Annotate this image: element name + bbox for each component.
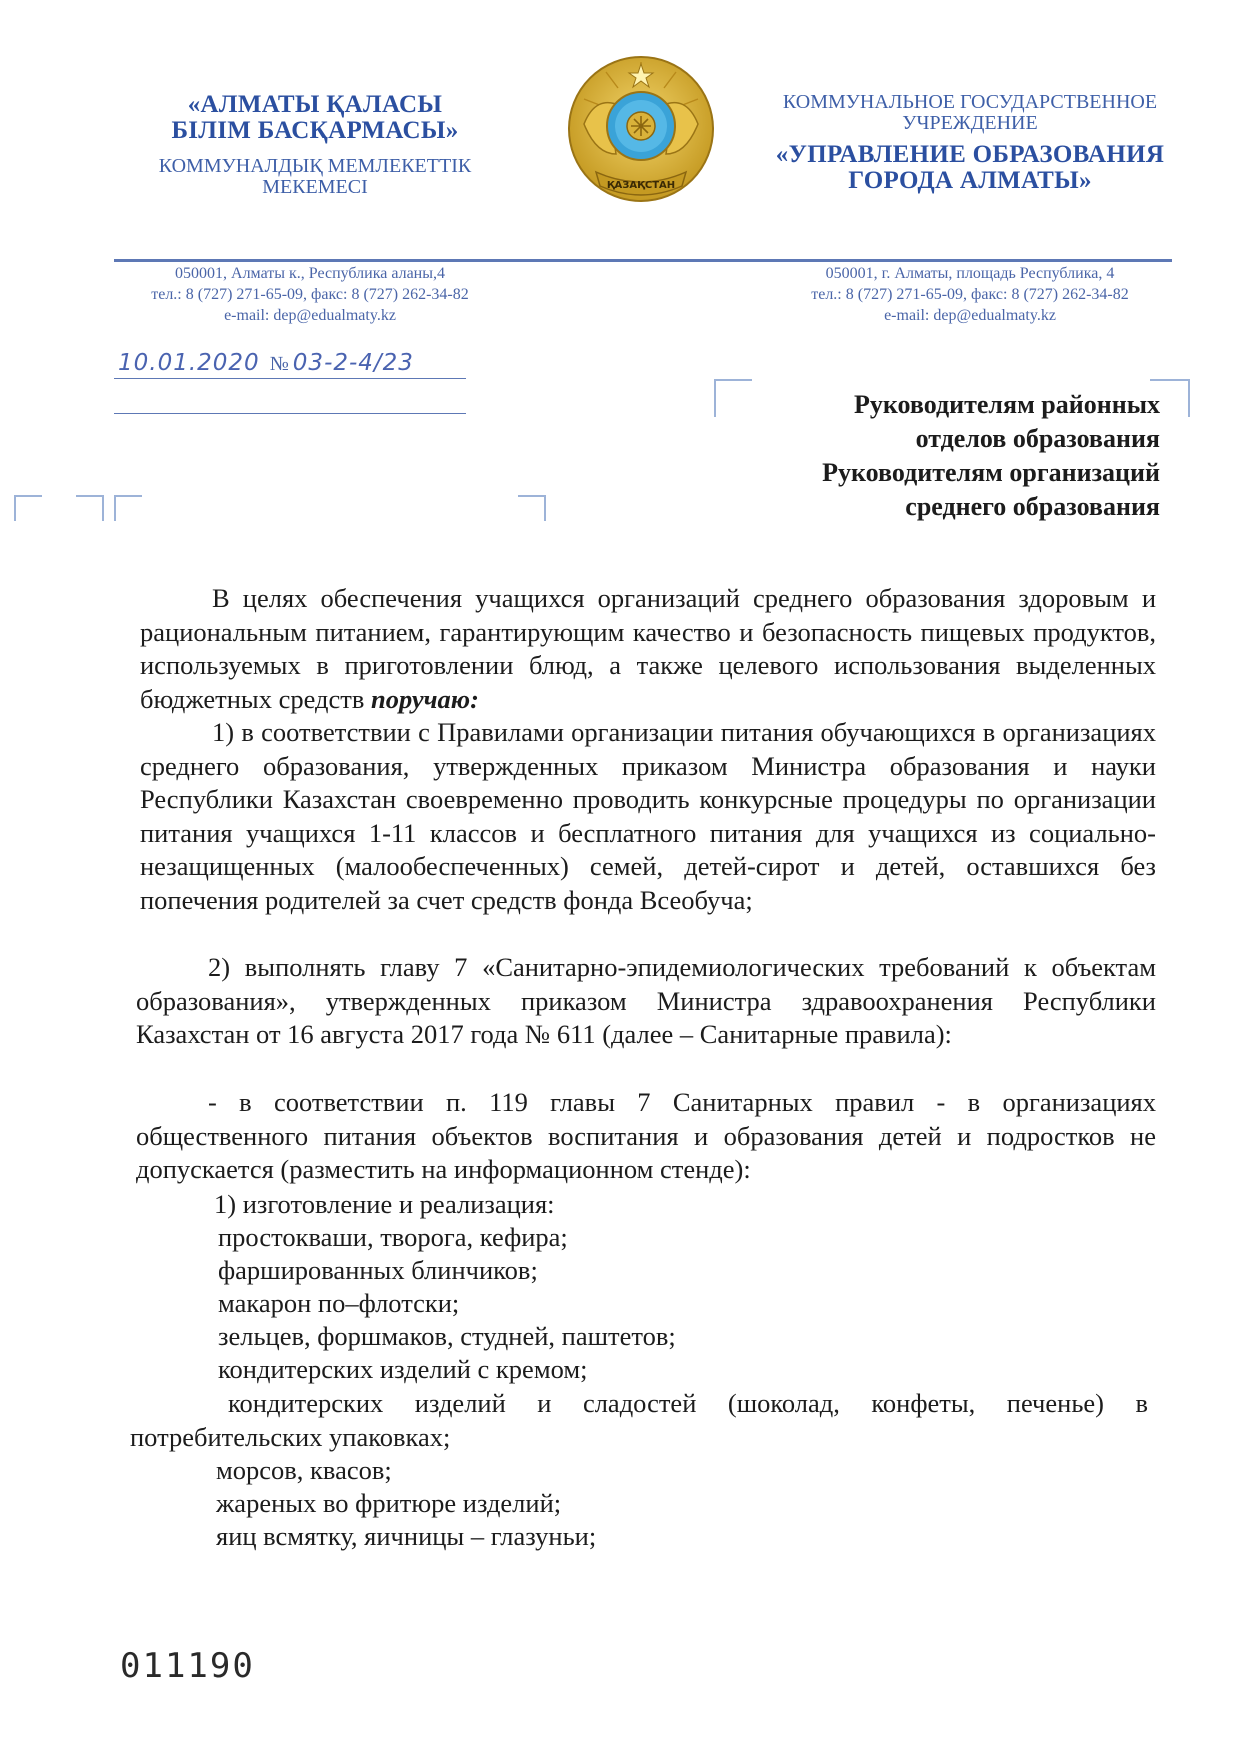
- kz-org-type-line2: МЕКЕМЕСІ: [262, 176, 368, 198]
- document-counter: 011190: [120, 1646, 255, 1686]
- kazakh-letterhead: [120, 92, 510, 198]
- item-2-paragraph: 2) выполнять главу 7 «Санитарно-эпидемиологических требований к объектам образования», утвержденных приказом Министра здравоохранения Республики Казахстан от 16 августа 2017 года № 611 (далее – Санитарные правила):: [136, 952, 1156, 1049]
- russian-letterhead: [770, 92, 1170, 194]
- intro-text: В целях обеспечения учащихся организаций среднего образования здоровым и рациональным питанием, гарантирующим качество и безопасность пищевых продуктов, используемых в приготовлении блюд, а также целевого использования выделенных бюджетных средств: [140, 583, 1156, 714]
- state-emblem-icon: [566, 54, 716, 208]
- corner-mark: [518, 495, 546, 521]
- confectionery-line-1: кондитерских изделий и сладостей (шоколад, конфеты, печенье) в: [228, 1388, 1148, 1418]
- emblem-banner-text: ҚАЗАҚСТАН: [606, 180, 676, 191]
- item-2-sub-paragraph: - в соответствии п. 119 главы 7 Санитарных правил - в организациях общественного питания объектов воспитания и образования детей и подростков не допускается (разместить на информационном стенде):: [136, 1087, 1156, 1184]
- addressee-block: [700, 388, 1160, 524]
- number-sign: №: [269, 353, 289, 375]
- product-item: простокваши, творога, кефира;: [218, 1222, 568, 1252]
- product-item: зельцев, форшмаков, студней, паштетов;: [218, 1321, 676, 1351]
- registration-date: 10.01.2020: [118, 350, 260, 376]
- addressee-line: среднего образования: [905, 492, 1160, 521]
- confectionery-line-2: потребительских упаковках;: [130, 1422, 451, 1452]
- product-item: жареных во фритюре изделий;: [216, 1488, 562, 1518]
- corner-mark: [14, 495, 42, 521]
- ru-email: e-mail: dep@edualmaty.kz: [884, 307, 1056, 324]
- corner-mark: [114, 495, 142, 521]
- ru-org-type-line2: УЧРЕЖДЕНИЕ: [902, 112, 1038, 134]
- kz-phone: тел.: 8 (727) 271-65-09, факс: 8 (727) 262-34-82: [151, 286, 469, 303]
- intro-paragraph: [140, 582, 1156, 716]
- kz-address: 050001, Алматы к., Республика аланы,4: [175, 265, 445, 282]
- product-item: макарон по–флотски;: [218, 1288, 460, 1318]
- addressee-line: Руководителям районных: [854, 390, 1160, 419]
- product-item: фаршированных блинчиков;: [218, 1255, 538, 1285]
- kz-email: e-mail: dep@edualmaty.kz: [224, 307, 396, 324]
- addressee-line: отделов образования: [915, 424, 1160, 453]
- ru-org-name-line2: ГОРОДА АЛМАТЫ»: [848, 167, 1092, 194]
- addressee-line: Руководителям организаций: [822, 458, 1160, 487]
- ru-org-type-line1: КОММУНАЛЬНОЕ ГОСУДАРСТВЕННОЕ: [782, 91, 1158, 113]
- kz-org-type-line1: КОММУНАЛДЫҚ МЕМЛЕКЕТТІК: [158, 155, 472, 177]
- kz-contact-block: [110, 263, 510, 326]
- subitem-1: 1) изготовление и реализация:: [214, 1189, 555, 1219]
- registration-second-line: [114, 413, 466, 414]
- product-item: морсов, квасов;: [216, 1455, 392, 1485]
- letterhead-divider: [114, 259, 1172, 262]
- registration-underline: [114, 378, 466, 379]
- kz-org-name-line2: БІЛІМ БАСҚАРМАСЫ»: [171, 117, 459, 144]
- ru-phone: тел.: 8 (727) 271-65-09, факс: 8 (727) 262-34-82: [811, 286, 1129, 303]
- product-item: кондитерских изделий с кремом;: [218, 1354, 588, 1384]
- product-item: яиц всмятку, яичницы – глазуньи;: [216, 1521, 597, 1551]
- registration-block: [118, 350, 470, 376]
- kz-org-name-line1: «АЛМАТЫ ҚАЛАСЫ: [187, 91, 443, 118]
- ru-org-name-line1: «УПРАВЛЕНИЕ ОБРАЗОВАНИЯ: [775, 141, 1165, 168]
- ru-address: 050001, г. Алматы, площадь Республика, 4: [825, 265, 1115, 282]
- item-1-paragraph: 1) в соответствии с Правилами организации питания обучающихся в организациях среднего образования, утвержденных приказом Министра образования и науки Республики Казахстан своевременно проводить конкурсные процедуры по организации питания учащихся 1-11 классов и бесплатного питания для учащихся из социально-незащищенных (малообеспеченных) семей, детей-сирот и детей, оставшихся без попечения родителей за счет средств фонда Всеобуча;: [140, 717, 1156, 915]
- ru-contact-block: [770, 263, 1170, 326]
- intro-emphasis: поручаю:: [370, 683, 479, 714]
- registration-number: 03-2-4/23: [292, 350, 414, 376]
- corner-mark: [76, 495, 104, 521]
- state-emblem: [566, 54, 716, 208]
